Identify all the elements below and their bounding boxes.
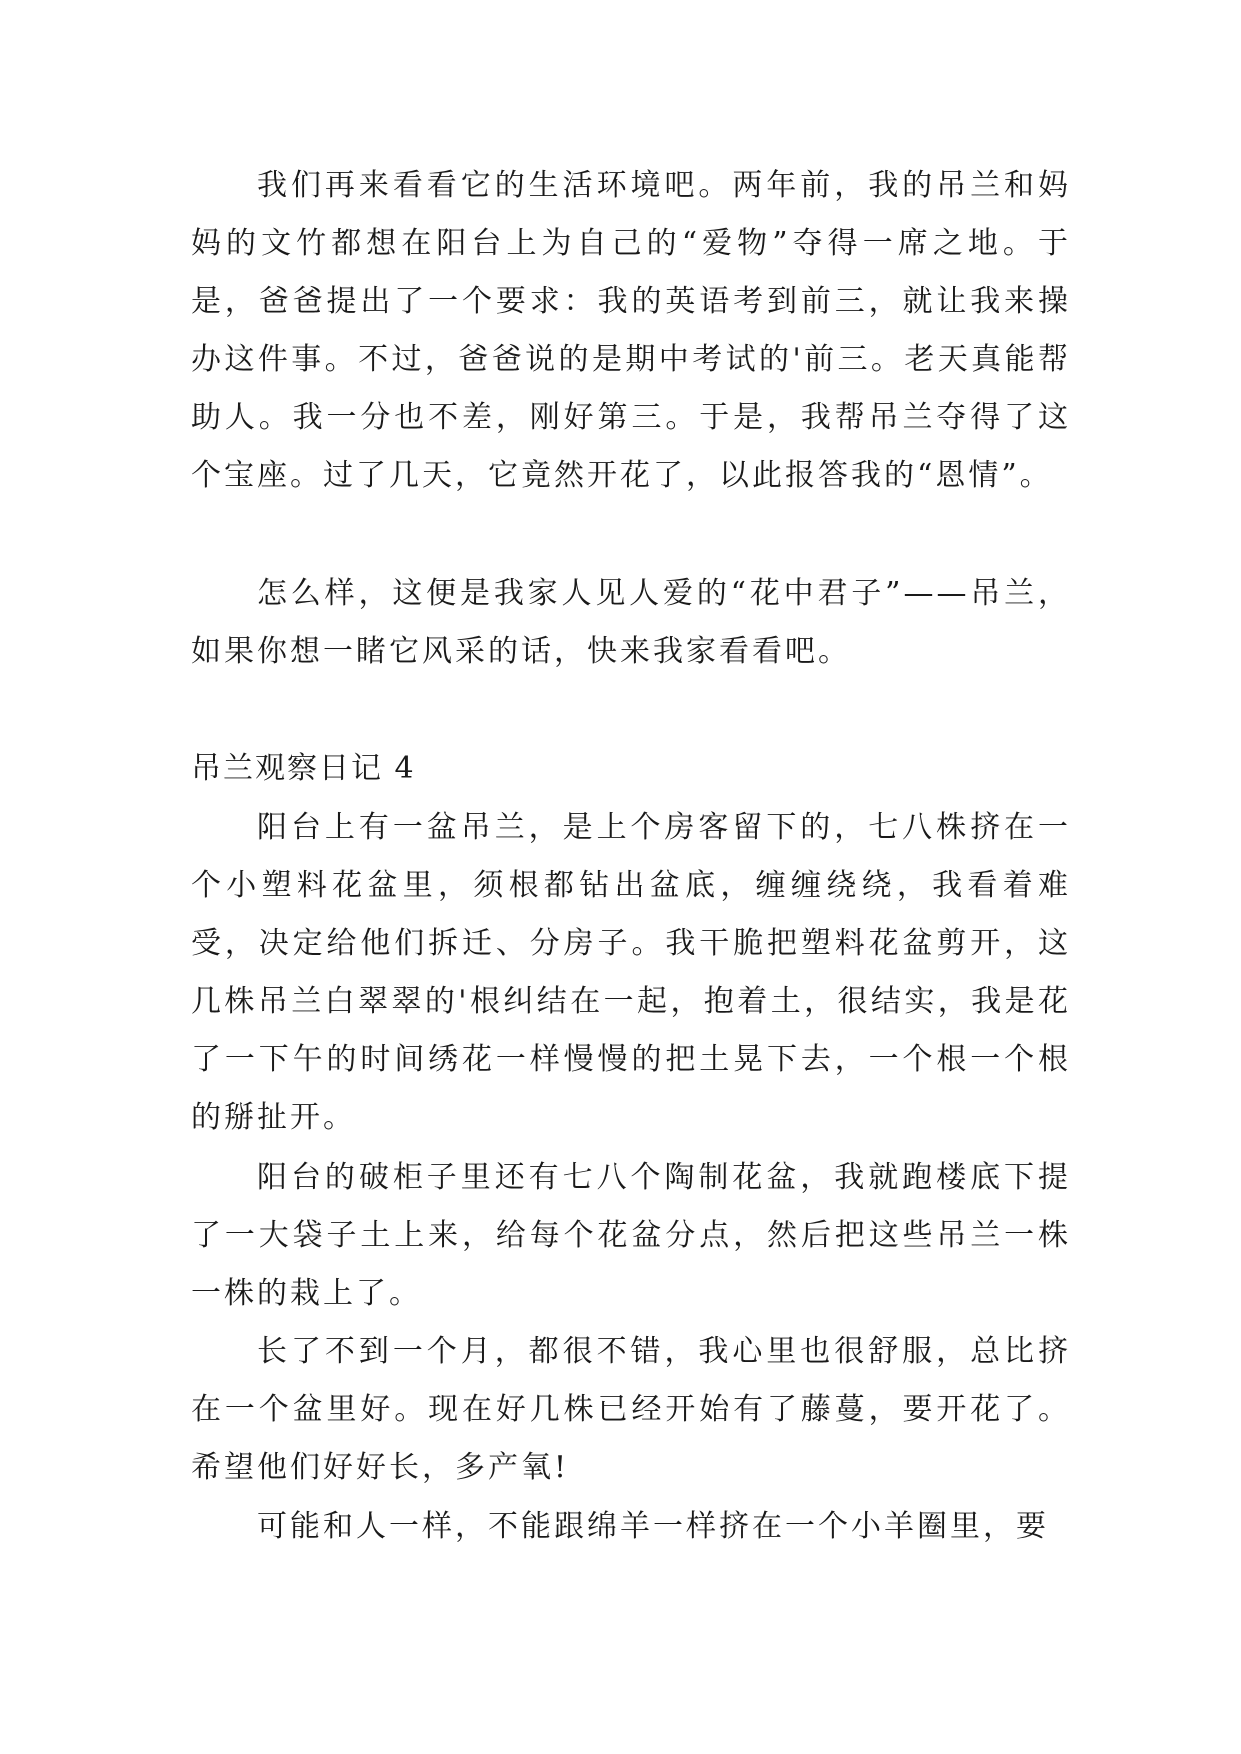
body-paragraph: 阳台的破柜子里还有七八个陶制花盆，我就跑楼底下提了一大袋子土上来，给每个花盆分点，然后把这些吊兰一株一株的栽上了。 xyxy=(191,1160,1071,1311)
body-paragraph: 可能和人一样，不能跟绵羊一样挤在一个小羊圈里，要 xyxy=(257,1509,1049,1544)
body-paragraph: 阳台上有一盆吊兰，是上个房客留下的，七八株挤在一个小塑料花盆里，须根都钻出盆底，缠缠绕绕，我看着难受，决定给他们拆迁、分房子。我干脆把塑料花盆剪开，这几株吊兰白翠翠的'根纠结在一起，抱着土，很结实，我是花了一下午的时间绣花一样慢慢的把土晃下去，一个根一个根的掰扯开。 xyxy=(191,810,1071,1135)
body-paragraph: 我们再来看看它的生活环境吧。两年前，我的吊兰和妈妈的文竹都想在阳台上为自己的“爱物”夺得一席之地。于是，爸爸提出了一个要求：我的英语考到前三，就让我来操办这件事。不过，爸爸说的是期中考试的'前三。老天真能帮助人。我一分也不差，刚好第三。于是，我帮吊兰夺得了这个宝座。过了几天，它竟然开花了，以此报答我的“恩情”。 xyxy=(191,168,1071,493)
section-title: 吊兰观察日记 4 xyxy=(191,751,416,786)
body-paragraph: 怎么样，这便是我家人见人爱的“花中君子”——吊兰，如果你想一睹它风采的话，快来我家看看吧。 xyxy=(191,576,1071,669)
body-paragraph: 长了不到一个月，都很不错，我心里也很舒服，总比挤在一个盆里好。现在好几株已经开始有了藤蔓，要开花了。希望他们好好长，多产氧! xyxy=(191,1334,1071,1485)
